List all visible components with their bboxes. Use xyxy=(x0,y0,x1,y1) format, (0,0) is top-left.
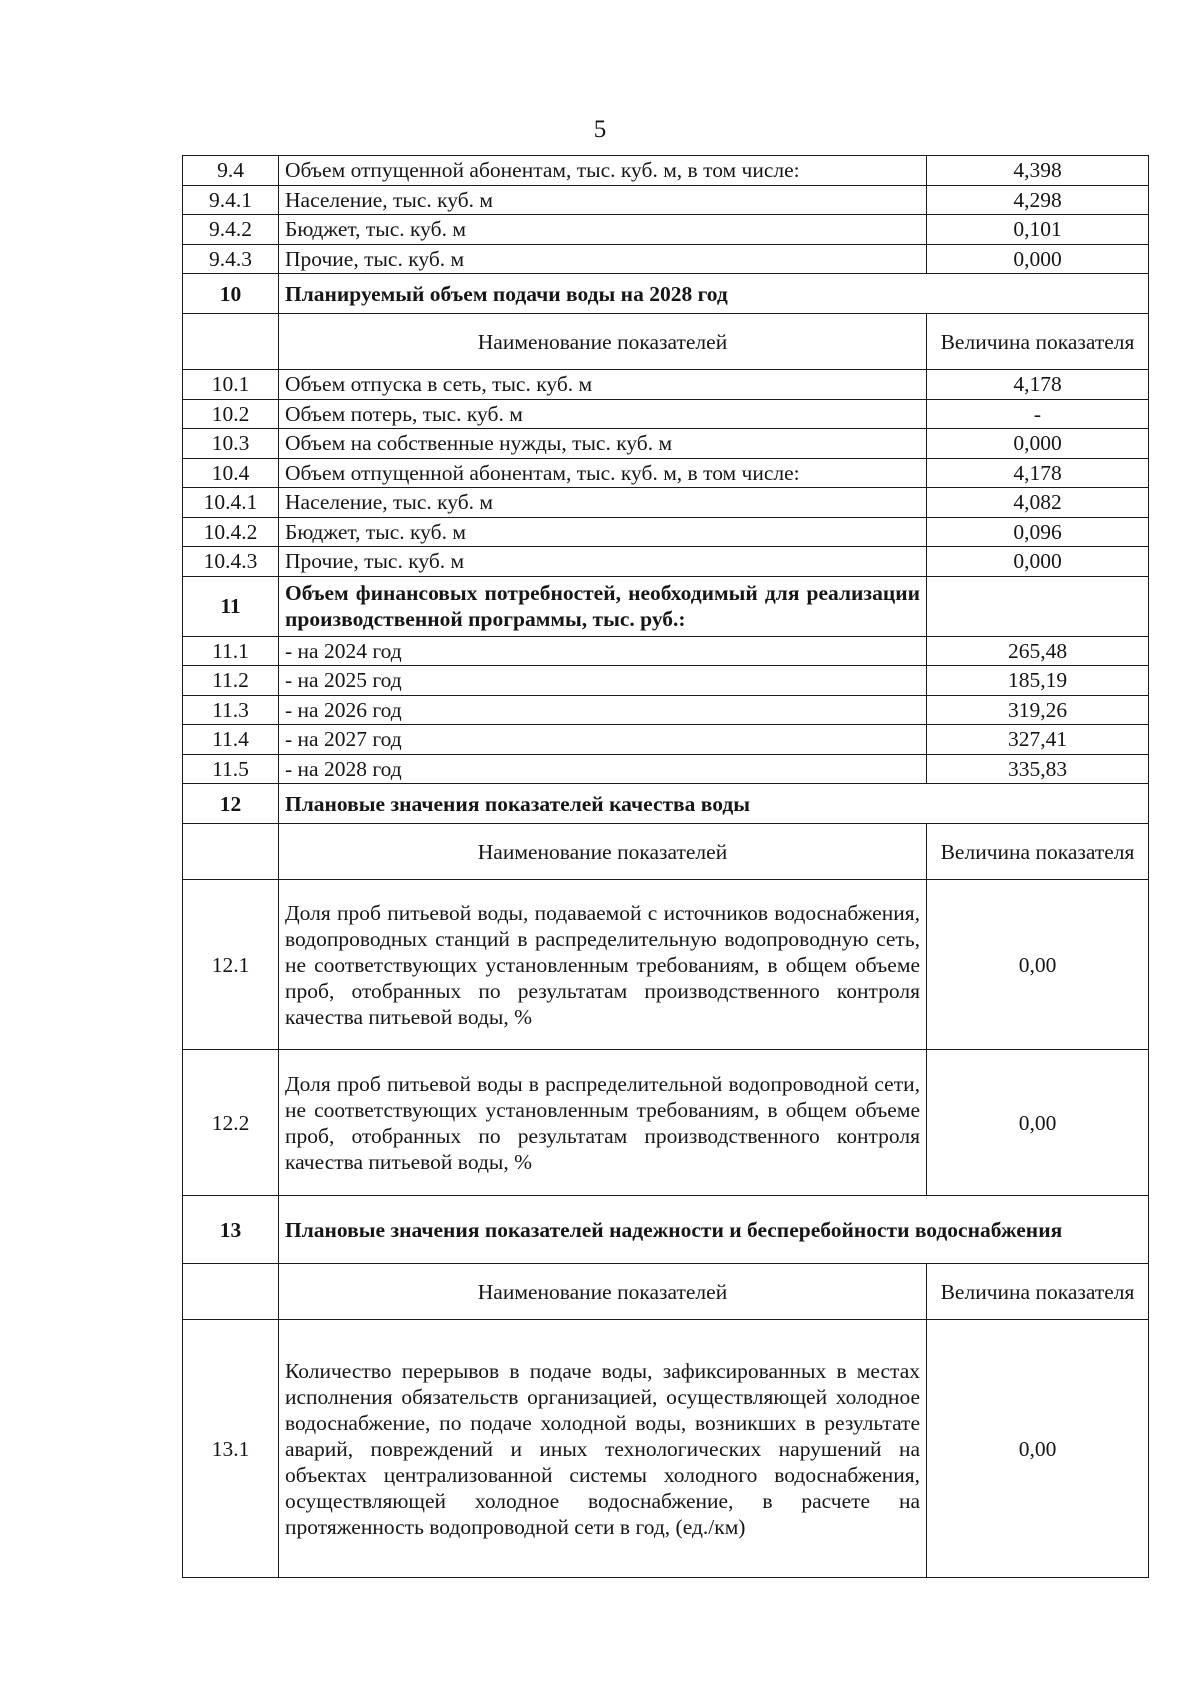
row-value: 319,26 xyxy=(927,695,1149,725)
row-value: 335,83 xyxy=(927,754,1149,784)
empty-value-cell xyxy=(927,576,1149,636)
row-number: 11.1 xyxy=(183,636,279,666)
row-number: 10.2 xyxy=(183,399,279,429)
section-title: Плановые значения показателей надежности и бесперебойности водоснабжения xyxy=(279,1196,1149,1264)
section-number: 12 xyxy=(183,784,279,824)
row-value: 327,41 xyxy=(927,725,1149,755)
row-name: Прочие, тыс. куб. м xyxy=(279,244,927,274)
row-number: 9.4.3 xyxy=(183,244,279,274)
row-name: Доля проб питьевой воды в распределительной водопроводной сети, не соответствующих установленным требованиям, в общем объеме проб, отобранных по результатам производственного контроля качества питьевой воды, % xyxy=(279,1050,927,1196)
row-value: 0,101 xyxy=(927,215,1149,245)
row-name: Объем отпущенной абонентам, тыс. куб. м, в том числе: xyxy=(279,458,927,488)
row-name: Бюджет, тыс. куб. м xyxy=(279,517,927,547)
table-row xyxy=(183,458,1149,488)
section-row-13 xyxy=(183,1196,1149,1264)
table-row xyxy=(183,636,1149,666)
table-row xyxy=(183,754,1149,784)
row-value: 185,19 xyxy=(927,666,1149,696)
table-row xyxy=(183,185,1149,215)
header-name: Наименование показателей xyxy=(279,824,927,880)
header-name: Наименование показателей xyxy=(279,314,927,370)
row-number: 10.4.3 xyxy=(183,547,279,577)
row-name: - на 2026 год xyxy=(279,695,927,725)
header-name: Наименование показателей xyxy=(279,1264,927,1320)
row-value: 0,000 xyxy=(927,547,1149,577)
row-name: Количество перерывов в подаче воды, зафиксированных в местах исполнения обязательств организацией, осуществляющей холодное водоснабжение, по подаче холодной воды, возникших в результате аварий, повреждений и иных технологических нарушений на объектах централизованной системы холодного водоснабжения, осуществляющей холодное водоснабжение, в расчете на протяженность водопроводной сети в год, (ед./км) xyxy=(279,1320,927,1578)
section-title: Объем финансовых потребностей, необходимый для реализации производственной программы, тыс. руб.: xyxy=(279,576,927,636)
table-row xyxy=(183,215,1149,245)
table-header-row xyxy=(183,1264,1149,1320)
row-name: - на 2024 год xyxy=(279,636,927,666)
production-program-table xyxy=(182,155,1149,1578)
table-row xyxy=(183,880,1149,1050)
page-number: 5 xyxy=(593,116,607,143)
row-name: - на 2025 год xyxy=(279,666,927,696)
section-number: 13 xyxy=(183,1196,279,1264)
row-value: 4,178 xyxy=(927,458,1149,488)
table-row xyxy=(183,370,1149,400)
row-name: Прочие, тыс. куб. м xyxy=(279,547,927,577)
row-name: Объем отпущенной абонентам, тыс. куб. м, в том числе: xyxy=(279,156,927,186)
row-number: 9.4.1 xyxy=(183,185,279,215)
row-number: 11.3 xyxy=(183,695,279,725)
table-row xyxy=(183,725,1149,755)
row-number: 13.1 xyxy=(183,1320,279,1578)
table-header-row xyxy=(183,314,1149,370)
header-value: Величина показателя xyxy=(927,1264,1149,1320)
row-value: - xyxy=(927,399,1149,429)
row-number: 12.2 xyxy=(183,1050,279,1196)
table-row xyxy=(183,547,1149,577)
table-row xyxy=(183,399,1149,429)
header-empty-cell xyxy=(183,1264,279,1320)
row-name: Население, тыс. куб. м xyxy=(279,488,927,518)
section-number: 10 xyxy=(183,274,279,314)
row-number: 10.4.2 xyxy=(183,517,279,547)
table-row xyxy=(183,695,1149,725)
table-row xyxy=(183,666,1149,696)
row-number: 11.4 xyxy=(183,725,279,755)
row-value: 265,48 xyxy=(927,636,1149,666)
row-number: 10.4 xyxy=(183,458,279,488)
section-number: 11 xyxy=(183,576,279,636)
row-number: 11.5 xyxy=(183,754,279,784)
header-empty-cell xyxy=(183,314,279,370)
section-row-10 xyxy=(183,274,1149,314)
row-value: 0,00 xyxy=(927,1050,1149,1196)
header-value: Величина показателя xyxy=(927,314,1149,370)
table-row xyxy=(183,488,1149,518)
row-number: 9.4 xyxy=(183,156,279,186)
row-value: 4,298 xyxy=(927,185,1149,215)
row-name: Население, тыс. куб. м xyxy=(279,185,927,215)
row-name: Доля проб питьевой воды, подаваемой с источников водоснабжения, водопроводных станций в распределительную водопроводную сеть, не соответствующих установленным требованиям, в общем объеме проб, отобранных по результатам производственного контроля качества питьевой воды, % xyxy=(279,880,927,1050)
table-row xyxy=(183,517,1149,547)
row-name: - на 2028 год xyxy=(279,754,927,784)
row-number: 10.3 xyxy=(183,429,279,459)
section-title: Планируемый объем подачи воды на 2028 год xyxy=(279,274,1149,314)
row-number: 10.4.1 xyxy=(183,488,279,518)
row-value: 0,00 xyxy=(927,880,1149,1050)
section-row-12 xyxy=(183,784,1149,824)
row-value: 4,178 xyxy=(927,370,1149,400)
table-row xyxy=(183,1320,1149,1578)
section-row-11 xyxy=(183,576,1149,636)
row-value: 0,00 xyxy=(927,1320,1149,1578)
row-number: 11.2 xyxy=(183,666,279,696)
table-row xyxy=(183,1050,1149,1196)
row-value: 0,000 xyxy=(927,244,1149,274)
row-value: 4,398 xyxy=(927,156,1149,186)
table-row xyxy=(183,156,1149,186)
header-value: Величина показателя xyxy=(927,824,1149,880)
section-title: Плановые значения показателей качества воды xyxy=(279,784,1149,824)
row-value: 4,082 xyxy=(927,488,1149,518)
table-row xyxy=(183,429,1149,459)
row-name: Объем на собственные нужды, тыс. куб. м xyxy=(279,429,927,459)
row-name: Объем потерь, тыс. куб. м xyxy=(279,399,927,429)
header-empty-cell xyxy=(183,824,279,880)
row-name: Бюджет, тыс. куб. м xyxy=(279,215,927,245)
table-row xyxy=(183,244,1149,274)
row-name: Объем отпуска в сеть, тыс. куб. м xyxy=(279,370,927,400)
row-number: 10.1 xyxy=(183,370,279,400)
row-number: 12.1 xyxy=(183,880,279,1050)
row-value: 0,000 xyxy=(927,429,1149,459)
table-header-row xyxy=(183,824,1149,880)
row-number: 9.4.2 xyxy=(183,215,279,245)
row-name: - на 2027 год xyxy=(279,725,927,755)
row-value: 0,096 xyxy=(927,517,1149,547)
